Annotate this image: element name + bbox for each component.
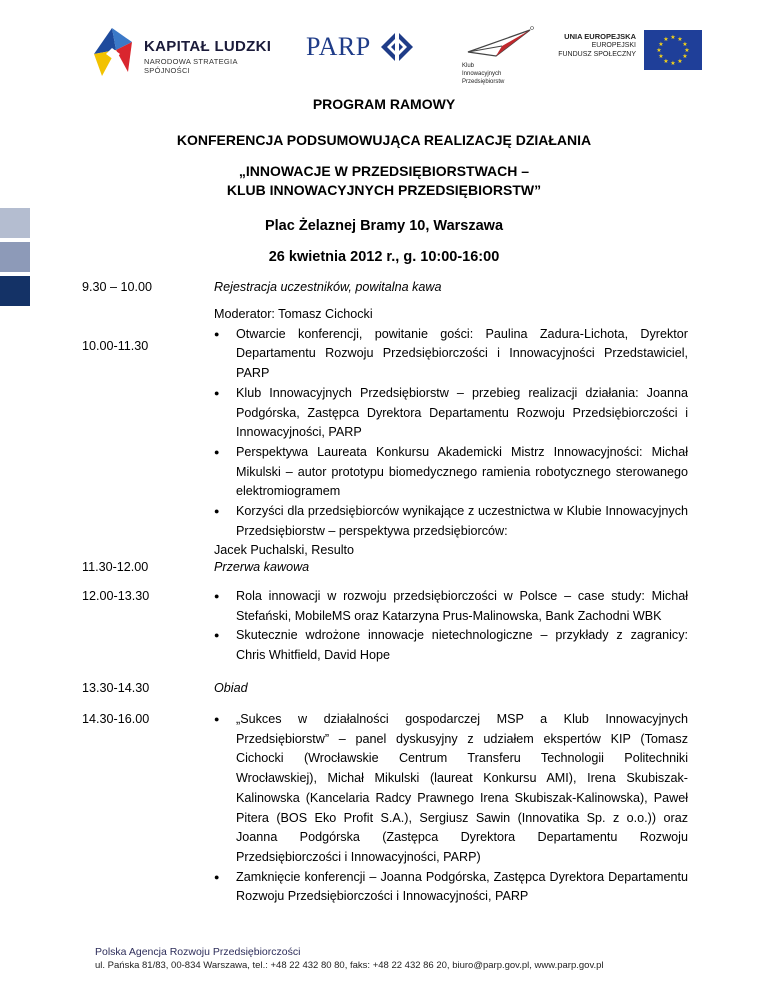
bullet-icon: ● (214, 506, 220, 517)
parp-title: PARP (306, 32, 371, 61)
agenda-item (214, 384, 688, 443)
agenda-session (214, 710, 688, 907)
bullet-icon: ● (214, 871, 220, 882)
svg-text:★: ★ (658, 53, 664, 60)
svg-text:★: ★ (663, 58, 669, 65)
agenda-session (214, 305, 688, 561)
agenda-item (214, 443, 688, 502)
unia-europejska-logo (556, 30, 706, 82)
klub-innowacyjnych-logo (452, 26, 538, 96)
conference-title (0, 162, 768, 200)
program-heading: PROGRAM RAMOWY (312, 96, 456, 112)
bullet-icon: ● (214, 591, 220, 601)
klub-line-1: Klub (462, 63, 475, 69)
klub-line-2: Innowacyjnych (462, 71, 502, 77)
agenda-item-text: „Sukces w działalności gospodarczej MSP a Klub Innowacyjnych Przedsiębiorstw” – panel dyskusyjny z udziałem ekspertów KIP (Tomasz Cichocki (Wrocławskie Centrum Transferu Technologii Politechniki Wrocławskiej), Michał Mikulski (laureat Konkursu AMI), Irena Skubiszak-Kalinowska (Kancelaria Radcy Prawnego Irena Skubiszak-Kalinowska), Paweł Pitera (BOS Eko Profit S.A.), Sergiusz Sawin (Innovatika Sp. z o.o.)) oraz Joanna Podgórska (Zastępca Dyrektora Departamentu Rozwoju Przedsiębiorczości i Innowacyjności, PARP) (236, 712, 688, 864)
agenda-session (214, 587, 688, 666)
parp-emblem-icon (380, 30, 414, 64)
klub-text (462, 62, 504, 86)
bullet-icon: ● (214, 446, 220, 457)
conference-title-line-1: „INNOWACJE W PRZEDSIĘBIORSTWACH – (238, 163, 530, 179)
svg-text:★: ★ (656, 47, 662, 54)
kapital-ludzki-emblem-icon (92, 24, 138, 80)
agenda-item (214, 868, 688, 907)
agenda-item-text: Zamknięcie konferencji – Joanna Podgórska, Zastępca Dyrektora Departamentu Rozwoju Przedsiębiorczości i Innowacyjności, PARP (236, 869, 688, 904)
agenda-item-text: Rola innowacji w rozwoju przedsiębiorczości w Polsce – case study: Michał Stefański, MobileMS oraz Katarzyna Prus-Malinowska, Bank Zachodni WBK (236, 589, 688, 623)
bullet-icon: ● (214, 328, 220, 339)
agenda-description: Przerwa kawowa (214, 560, 310, 574)
agenda-item-text: Korzyści dla przedsiębiorców wynikające z uczestnictwa w Klubie Innowacyjnych Przedsiębiorstw – perspektywa przedsiębiorców: (236, 504, 688, 538)
svg-text:★: ★ (677, 36, 683, 43)
agenda-item (214, 587, 688, 626)
kapital-ludzki-text (144, 38, 282, 75)
paper-plane-icon (466, 26, 536, 60)
kapital-ludzki-subtitle: NARODOWA STRATEGIA SPÓJNOŚCI (144, 57, 238, 75)
agenda-item (214, 710, 688, 868)
agenda-item-text: Otwarcie konferencji, powitanie gości: Paulina Zadura-Lichota, Dyrektor Departamentu Rozwoju Przedsiębiorczości i Innowacyjności Przedstawiciel, PARP (236, 326, 688, 381)
header-logos (0, 18, 768, 88)
agenda-item-list (214, 587, 688, 666)
agenda-item-list (214, 710, 688, 907)
agenda-item (214, 626, 688, 665)
event-date: 26 kwietnia 2012 r., g. 10:00-16:00 (268, 249, 500, 265)
ue-text (556, 32, 636, 59)
agenda-item-text: Skutecznie wdrożone innowacje nietechnologiczne – przykłady z zagranicy: Chris Whitfield, David Hope (236, 628, 688, 663)
svg-text:★: ★ (670, 60, 676, 67)
decor-square-dark (0, 276, 30, 306)
agenda-description: Obiad (214, 681, 248, 695)
kapital-ludzki-logo (92, 24, 282, 80)
moderator: Moderator: Tomasz Cichocki (214, 307, 373, 321)
agenda-item (214, 502, 688, 541)
bullet-icon: ● (214, 714, 220, 724)
svg-text:★: ★ (682, 53, 688, 60)
footer-address: ul. Pańska 81/83, 00-834 Warszawa, tel.: +48 22 432 80 80, faks: +48 22 432 86 20, biuro@parp.gov.pl, www.parp.gov.pl (95, 960, 604, 971)
agenda-description: Rejestracja uczestników, powitalna kawa (214, 280, 442, 294)
agenda-time: 12.00-13.30 (82, 589, 150, 603)
agenda-item-text: Klub Innowacyjnych Przedsiębiorstw – przebieg realizacji działania: Joanna Podgórska, Zastępca Dyrektora Departamentu Rozwoju Przedsiębiorczości i Innowacyjności, PARP (236, 385, 688, 440)
svg-text:★: ★ (677, 58, 683, 65)
conference-title-line-2: KLUB INNOWACYJNYCH PRZEDSIĘBIORSTW” (226, 182, 542, 198)
svg-text:★: ★ (663, 36, 669, 43)
svg-text:★: ★ (670, 34, 676, 41)
agenda-time: 9.30 – 10.00 (82, 280, 153, 294)
agenda-time: 11.30-12.00 (82, 560, 149, 574)
svg-text:★: ★ (684, 47, 690, 54)
svg-text:★: ★ (658, 41, 664, 48)
agenda-time: 14.30-16.00 (82, 712, 150, 726)
ue-line-3: FUNDUSZ SPOŁECZNY (558, 51, 636, 58)
agenda-item-text: Perspektywa Laureata Konkursu Akademicki Mistrz Innowacyjności: Michał Mikulski – autor prototypu biomedycznego ramienia robotycznego sterowanego elektromiogramem (236, 444, 688, 499)
footer (95, 945, 604, 973)
ue-title: UNIA EUROPEJSKA (564, 32, 636, 41)
kapital-ludzki-title: KAPITAŁ LUDZKI (144, 38, 272, 55)
parp-logo (306, 30, 416, 70)
ue-line-2: EUROPEJSKI (591, 42, 636, 49)
bullet-icon: ● (214, 387, 220, 398)
conference-heading: KONFERENCJA PODSUMOWUJĄCA REALIZACJĘ DZIAŁANIA (176, 132, 592, 148)
agenda-closing-line: Jacek Puchalski, Resulto (214, 543, 354, 558)
agenda-item (214, 325, 688, 384)
venue: Plac Żelaznej Bramy 10, Warszawa (264, 218, 504, 234)
bullet-icon: ● (214, 630, 220, 641)
agenda-time: 13.30-14.30 (82, 681, 150, 695)
footer-organization: Polska Agencja Rozwoju Przedsiębiorczości (95, 946, 301, 958)
agenda-item-list (214, 325, 688, 542)
eu-flag-icon (644, 30, 702, 70)
svg-text:★: ★ (682, 41, 688, 48)
agenda-time: 10.00-11.30 (82, 339, 149, 353)
klub-line-3: Przedsiębiorstw (462, 79, 505, 85)
